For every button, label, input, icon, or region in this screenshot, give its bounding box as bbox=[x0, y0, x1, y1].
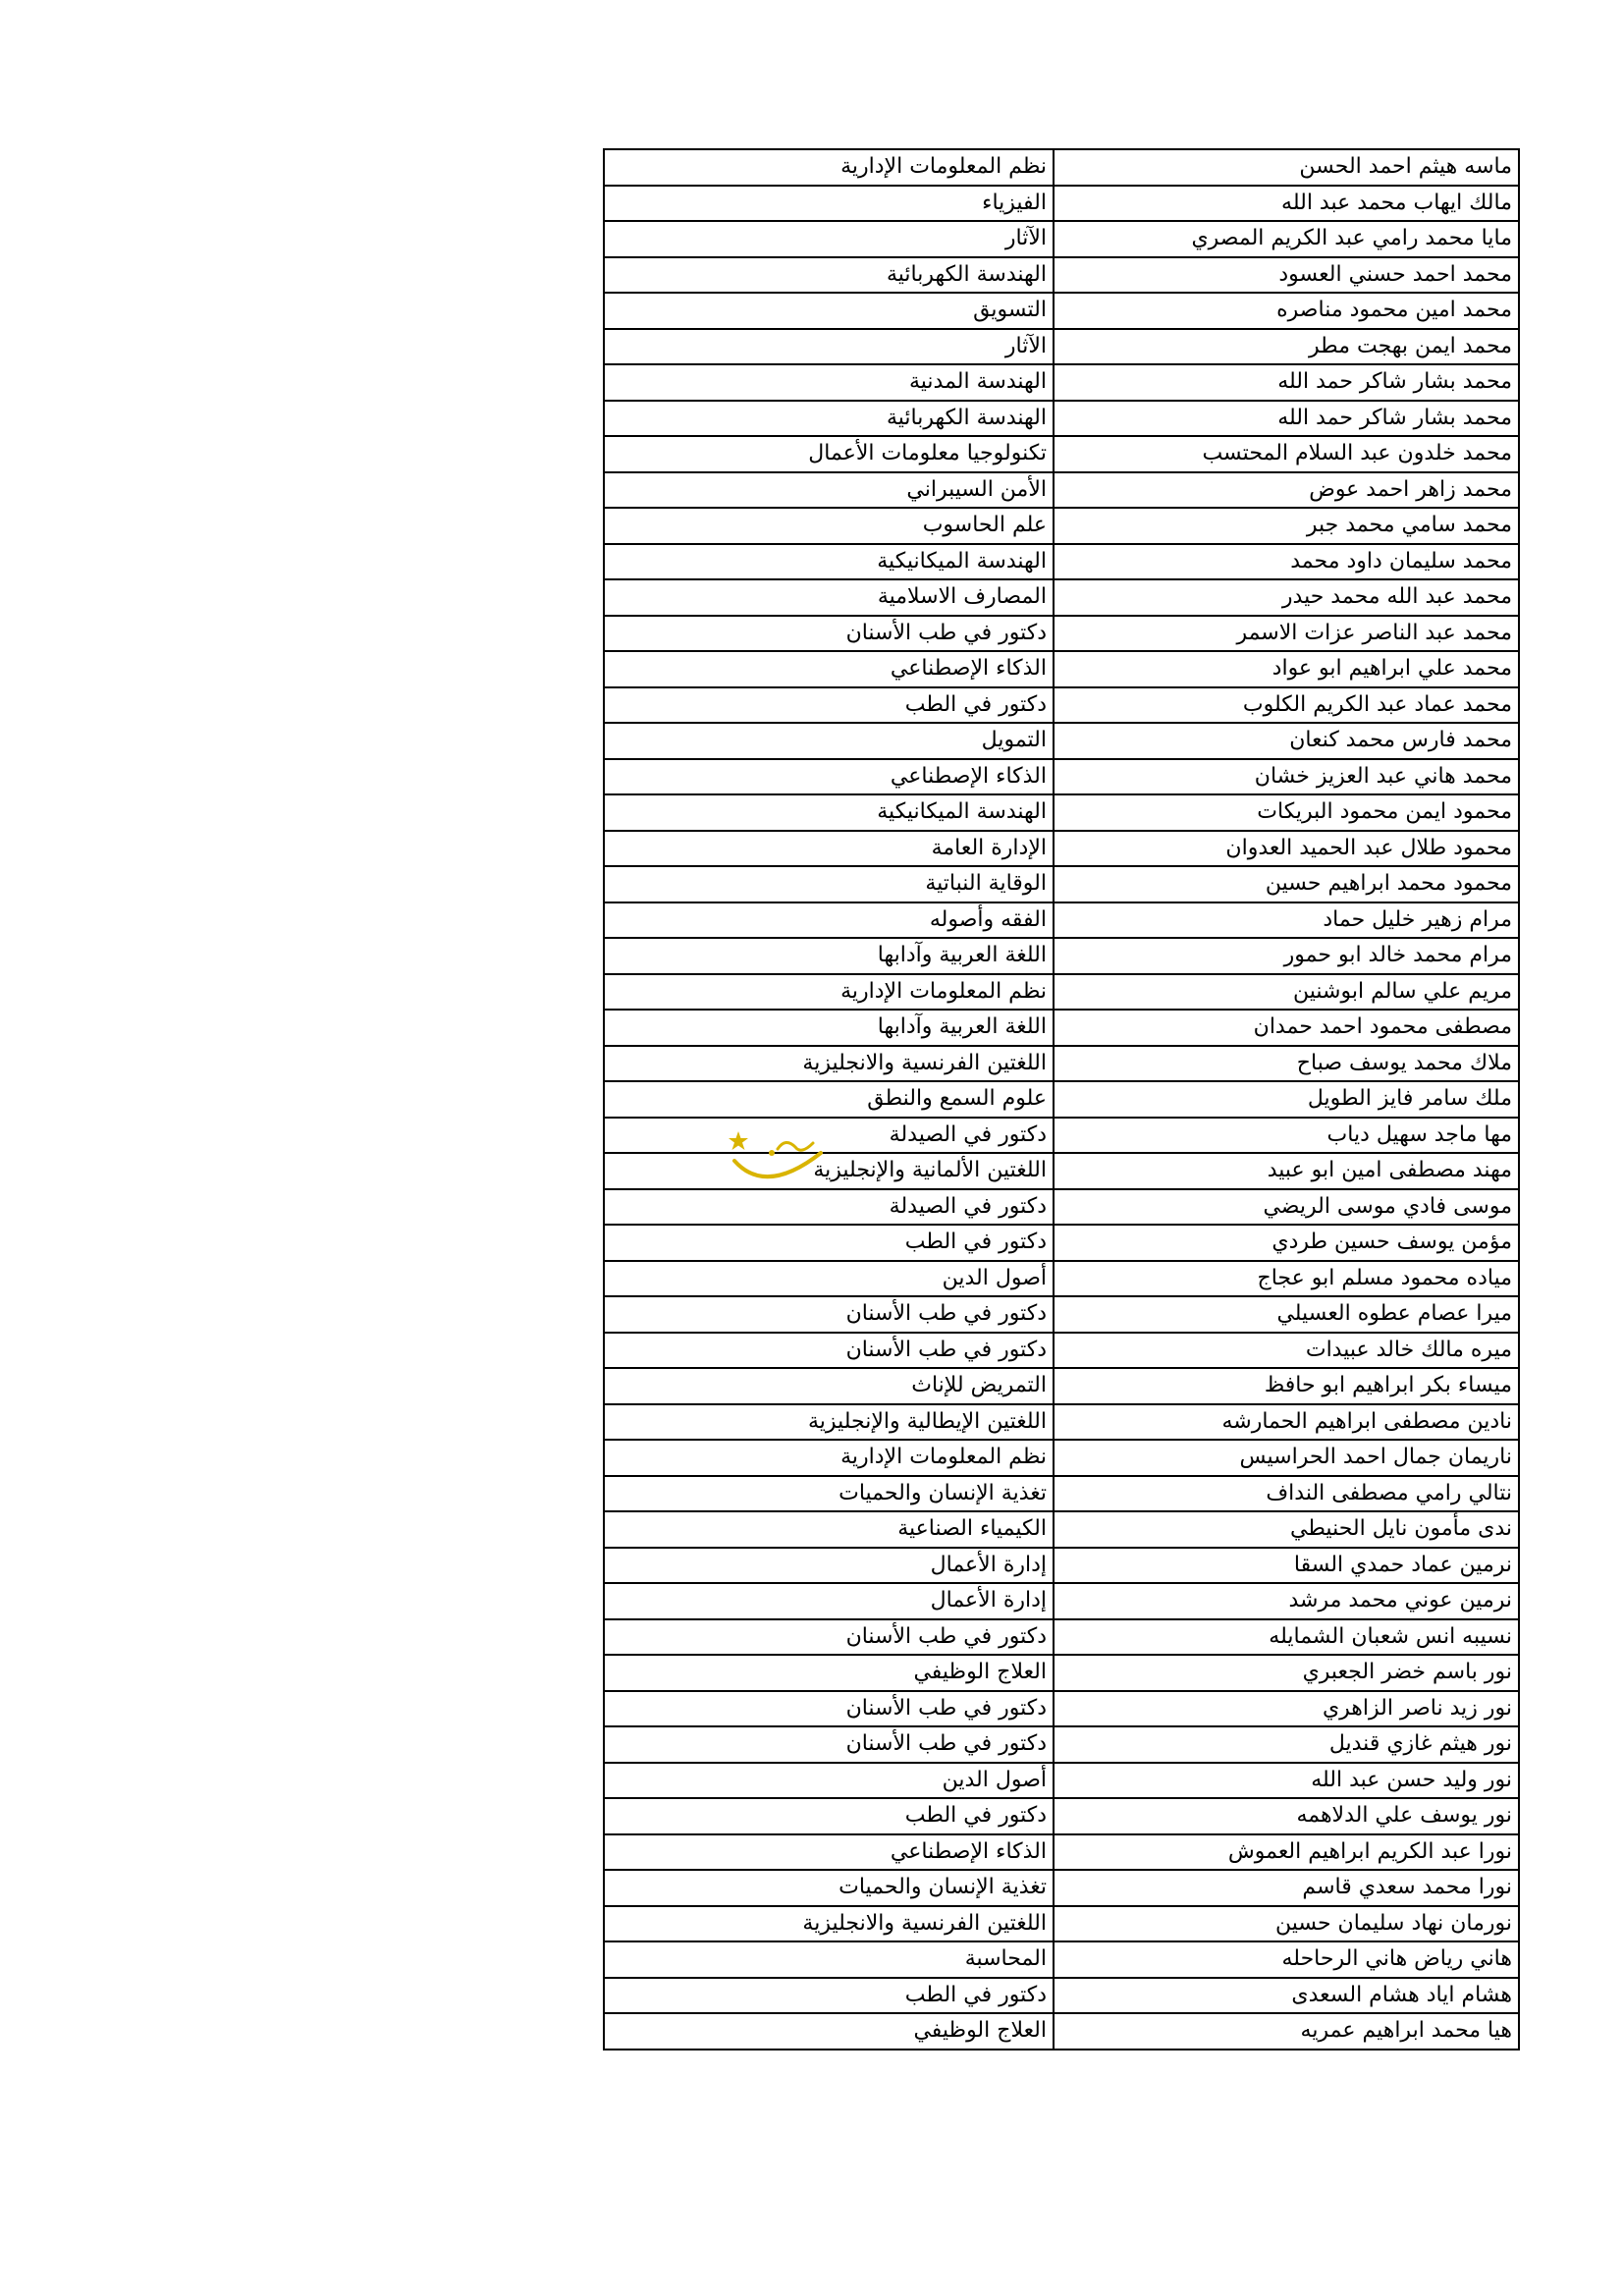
major-cell: الهندسة الميكانيكية bbox=[604, 794, 1054, 831]
student-name-cell: هشام اياد هشام السعدى bbox=[1054, 1978, 1519, 2014]
table-row bbox=[604, 794, 1519, 831]
major-cell: إدارة الأعمال bbox=[604, 1583, 1054, 1619]
major-cell: اللغتين الإيطالية والإنجليزية bbox=[604, 1404, 1054, 1441]
student-name-cell: محمد سليمان داود محمد bbox=[1054, 544, 1519, 580]
student-name-cell: نورا عبد الكريم ابراهيم العموش bbox=[1054, 1834, 1519, 1871]
student-name-cell: ملك سامر فايز الطويل bbox=[1054, 1081, 1519, 1118]
student-name-cell: محمد هاني عبد العزيز خشان bbox=[1054, 759, 1519, 795]
student-name-cell: ماسه هيثم احمد الحسن bbox=[1054, 149, 1519, 186]
major-cell: اللغتين الألمانية والإنجليزية bbox=[604, 1153, 1054, 1189]
table-row bbox=[604, 579, 1519, 616]
student-name-cell: نادين مصطفى ابراهيم الحمارشه bbox=[1054, 1404, 1519, 1441]
major-cell: المحاسبة bbox=[604, 1941, 1054, 1978]
table-row bbox=[604, 401, 1519, 437]
major-cell: تغذية الإنسان والحميات bbox=[604, 1870, 1054, 1906]
student-name-cell: نور باسم خضر الجعبري bbox=[1054, 1655, 1519, 1691]
major-cell: الهندسة الميكانيكية bbox=[604, 544, 1054, 580]
table-row bbox=[604, 1261, 1519, 1297]
table-row bbox=[604, 2013, 1519, 2050]
table-row bbox=[604, 472, 1519, 509]
major-cell: الفقه وأصوله bbox=[604, 902, 1054, 939]
table-row bbox=[604, 1440, 1519, 1476]
student-name-cell: محمد خلدون عبد السلام المحتسب bbox=[1054, 436, 1519, 472]
table-body bbox=[604, 149, 1519, 2050]
student-name-cell: محمد بشار شاكر حمد الله bbox=[1054, 364, 1519, 401]
student-name-cell: موسى فادي موسى الريضي bbox=[1054, 1189, 1519, 1226]
table-row bbox=[604, 186, 1519, 222]
student-name-cell: محمد فارس محمد كنعان bbox=[1054, 723, 1519, 759]
table-row bbox=[604, 1691, 1519, 1727]
major-cell: الهندسة المدنية bbox=[604, 364, 1054, 401]
major-cell: دكتور في طب الأسنان bbox=[604, 616, 1054, 652]
table-row bbox=[604, 616, 1519, 652]
table-row bbox=[604, 1941, 1519, 1978]
major-cell: اللغتين الفرنسية والانجليزية bbox=[604, 1906, 1054, 1942]
student-name-cell: مهند مصطفى امين ابو عبيد bbox=[1054, 1153, 1519, 1189]
table-row bbox=[604, 1476, 1519, 1512]
table-row bbox=[604, 723, 1519, 759]
table-row bbox=[604, 651, 1519, 687]
major-cell: الإدارة العامة bbox=[604, 831, 1054, 867]
major-cell: تغذية الإنسان والحميات bbox=[604, 1476, 1054, 1512]
major-cell: اللغة العربية وآدابها bbox=[604, 938, 1054, 974]
student-name-cell: مريم علي سالم ابوشنين bbox=[1054, 974, 1519, 1011]
major-cell: الأمن السيبراني bbox=[604, 472, 1054, 509]
student-name-cell: محمد احمد حسني العسود bbox=[1054, 257, 1519, 294]
student-name-cell: مؤمن يوسف حسين طردي bbox=[1054, 1225, 1519, 1261]
major-cell: دكتور في الطب bbox=[604, 687, 1054, 724]
major-cell: التمويل bbox=[604, 723, 1054, 759]
student-name-cell: محمد سامي محمد جبر bbox=[1054, 508, 1519, 544]
table-row bbox=[604, 759, 1519, 795]
table-row bbox=[604, 1046, 1519, 1082]
student-name-cell: محمد عبد الله محمد حيدر bbox=[1054, 579, 1519, 616]
student-name-cell: مالك ايهاب محمد عبد الله bbox=[1054, 186, 1519, 222]
major-cell: الذكاء الإصطناعي bbox=[604, 651, 1054, 687]
table-row bbox=[604, 974, 1519, 1011]
student-name-cell: محمد بشار شاكر حمد الله bbox=[1054, 401, 1519, 437]
major-cell: دكتور في الطب bbox=[604, 1225, 1054, 1261]
student-name-cell: ملاك محمد يوسف صباح bbox=[1054, 1046, 1519, 1082]
student-name-cell: ميرا عصام عطوه العسيلي bbox=[1054, 1296, 1519, 1333]
major-cell: التسويق bbox=[604, 293, 1054, 329]
student-name-cell: نور هيثم غازي قنديل bbox=[1054, 1726, 1519, 1763]
table-row bbox=[604, 1726, 1519, 1763]
table-row bbox=[604, 1870, 1519, 1906]
table-row bbox=[604, 544, 1519, 580]
table-row bbox=[604, 831, 1519, 867]
student-name-cell: نور وليد حسن عبد الله bbox=[1054, 1763, 1519, 1799]
table-row bbox=[604, 1978, 1519, 2014]
student-name-cell: ميساء بكر ابراهيم ابو حافظ bbox=[1054, 1368, 1519, 1404]
major-cell: دكتور في طب الأسنان bbox=[604, 1296, 1054, 1333]
table-row bbox=[604, 938, 1519, 974]
table-row bbox=[604, 687, 1519, 724]
student-name-cell: نتالي رامي مصطفى النداف bbox=[1054, 1476, 1519, 1512]
table-row bbox=[604, 1655, 1519, 1691]
student-name-cell: هاني رياض هاني الرحاحله bbox=[1054, 1941, 1519, 1978]
table-row bbox=[604, 1010, 1519, 1046]
student-name-cell: نورا محمد سعدي قاسم bbox=[1054, 1870, 1519, 1906]
student-name-cell: ميره مالك خالد عبيدات bbox=[1054, 1333, 1519, 1369]
major-cell: نظم المعلومات الإدارية bbox=[604, 149, 1054, 186]
names-table bbox=[603, 148, 1520, 2050]
table-row bbox=[604, 1834, 1519, 1871]
table-row bbox=[604, 329, 1519, 365]
major-cell: المصارف الاسلامية bbox=[604, 579, 1054, 616]
major-cell: دكتور في الطب bbox=[604, 1798, 1054, 1834]
student-name-cell: محمد علي ابراهيم ابو عواد bbox=[1054, 651, 1519, 687]
major-cell: الآثار bbox=[604, 329, 1054, 365]
student-name-cell: محمود ايمن محمود البريكات bbox=[1054, 794, 1519, 831]
table-row bbox=[604, 1511, 1519, 1548]
table-row bbox=[604, 364, 1519, 401]
table-row bbox=[604, 1619, 1519, 1656]
major-cell: الوقاية النباتية bbox=[604, 866, 1054, 902]
table-row bbox=[604, 1118, 1519, 1154]
table-row bbox=[604, 293, 1519, 329]
major-cell: الذكاء الإصطناعي bbox=[604, 1834, 1054, 1871]
table-row bbox=[604, 1906, 1519, 1942]
student-name-cell: محمد ايمن بهجت مطر bbox=[1054, 329, 1519, 365]
major-cell: اللغة العربية وآدابها bbox=[604, 1010, 1054, 1046]
student-name-cell: ندى مأمون نايل الحنيطي bbox=[1054, 1511, 1519, 1548]
table-row bbox=[604, 1296, 1519, 1333]
student-name-cell: مرام زهير خليل حماد bbox=[1054, 902, 1519, 939]
major-cell: نظم المعلومات الإدارية bbox=[604, 974, 1054, 1011]
major-cell: إدارة الأعمال bbox=[604, 1548, 1054, 1584]
major-cell: دكتور في طب الأسنان bbox=[604, 1333, 1054, 1369]
major-cell: العلاج الوظيفي bbox=[604, 1655, 1054, 1691]
student-name-cell: محمد زاهر احمد عوض bbox=[1054, 472, 1519, 509]
table-row bbox=[604, 902, 1519, 939]
table-row bbox=[604, 1548, 1519, 1584]
major-cell: دكتور في الطب bbox=[604, 1978, 1054, 2014]
table-row bbox=[604, 1404, 1519, 1441]
major-cell: الكيمياء الصناعية bbox=[604, 1511, 1054, 1548]
student-name-cell: محمد عبد الناصر عزات الاسمر bbox=[1054, 616, 1519, 652]
student-name-cell: مايا محمد رامي عبد الكريم المصري bbox=[1054, 221, 1519, 257]
student-name-cell: نرمين عوني محمد مرشد bbox=[1054, 1583, 1519, 1619]
table-row bbox=[604, 1081, 1519, 1118]
table-row bbox=[604, 1333, 1519, 1369]
student-name-cell: محمد عماد عبد الكريم الكلوب bbox=[1054, 687, 1519, 724]
major-cell: الهندسة الكهربائية bbox=[604, 401, 1054, 437]
student-name-cell: نرمين عماد حمدي السقا bbox=[1054, 1548, 1519, 1584]
table-row bbox=[604, 1368, 1519, 1404]
major-cell: التمريض للإناث bbox=[604, 1368, 1054, 1404]
table-row bbox=[604, 436, 1519, 472]
student-name-cell: نور زيد ناصر الزاهري bbox=[1054, 1691, 1519, 1727]
major-cell: أصول الدين bbox=[604, 1261, 1054, 1297]
major-cell: الهندسة الكهربائية bbox=[604, 257, 1054, 294]
major-cell: دكتور في الصيدلة bbox=[604, 1189, 1054, 1226]
table-row bbox=[604, 257, 1519, 294]
table-row bbox=[604, 1763, 1519, 1799]
major-cell: دكتور في طب الأسنان bbox=[604, 1619, 1054, 1656]
table-row bbox=[604, 1225, 1519, 1261]
student-name-cell: ناريمان جمال احمد الحراسيس bbox=[1054, 1440, 1519, 1476]
student-name-cell: مياده محمود مسلم ابو عجاج bbox=[1054, 1261, 1519, 1297]
student-name-cell: محمود محمد ابراهيم حسين bbox=[1054, 866, 1519, 902]
student-name-cell: نور يوسف علي الدلاهمه bbox=[1054, 1798, 1519, 1834]
table-row bbox=[604, 149, 1519, 186]
student-name-cell: مصطفى محمود احمد حمدان bbox=[1054, 1010, 1519, 1046]
table-row bbox=[604, 1153, 1519, 1189]
student-name-cell: نورمان نهاد سليمان حسين bbox=[1054, 1906, 1519, 1942]
major-cell: الفيزياء bbox=[604, 186, 1054, 222]
table-row bbox=[604, 221, 1519, 257]
student-name-cell: محمد امين محمود مناصره bbox=[1054, 293, 1519, 329]
major-cell: الذكاء الإصطناعي bbox=[604, 759, 1054, 795]
major-cell: دكتور في طب الأسنان bbox=[604, 1691, 1054, 1727]
major-cell: علوم السمع والنطق bbox=[604, 1081, 1054, 1118]
major-cell: أصول الدين bbox=[604, 1763, 1054, 1799]
major-cell: دكتور في الصيدلة bbox=[604, 1118, 1054, 1154]
student-name-cell: نسيبه انس شعبان الشمايله bbox=[1054, 1619, 1519, 1656]
table-row bbox=[604, 1583, 1519, 1619]
major-cell: نظم المعلومات الإدارية bbox=[604, 1440, 1054, 1476]
major-cell: دكتور في طب الأسنان bbox=[604, 1726, 1054, 1763]
major-cell: العلاج الوظيفي bbox=[604, 2013, 1054, 2050]
student-name-cell: مرام محمد خالد ابو حمور bbox=[1054, 938, 1519, 974]
table-row bbox=[604, 1798, 1519, 1834]
table-row bbox=[604, 1189, 1519, 1226]
major-cell: تكنولوجيا معلومات الأعمال bbox=[604, 436, 1054, 472]
student-name-cell: مها ماجد سهيل دياب bbox=[1054, 1118, 1519, 1154]
table-row bbox=[604, 508, 1519, 544]
major-cell: اللغتين الفرنسية والانجليزية bbox=[604, 1046, 1054, 1082]
major-cell: الآثار bbox=[604, 221, 1054, 257]
table-row bbox=[604, 866, 1519, 902]
student-name-cell: هيا محمد ابراهيم عمريه bbox=[1054, 2013, 1519, 2050]
student-name-cell: محمود طلال عبد الحميد العدوان bbox=[1054, 831, 1519, 867]
major-cell: علم الحاسوب bbox=[604, 508, 1054, 544]
